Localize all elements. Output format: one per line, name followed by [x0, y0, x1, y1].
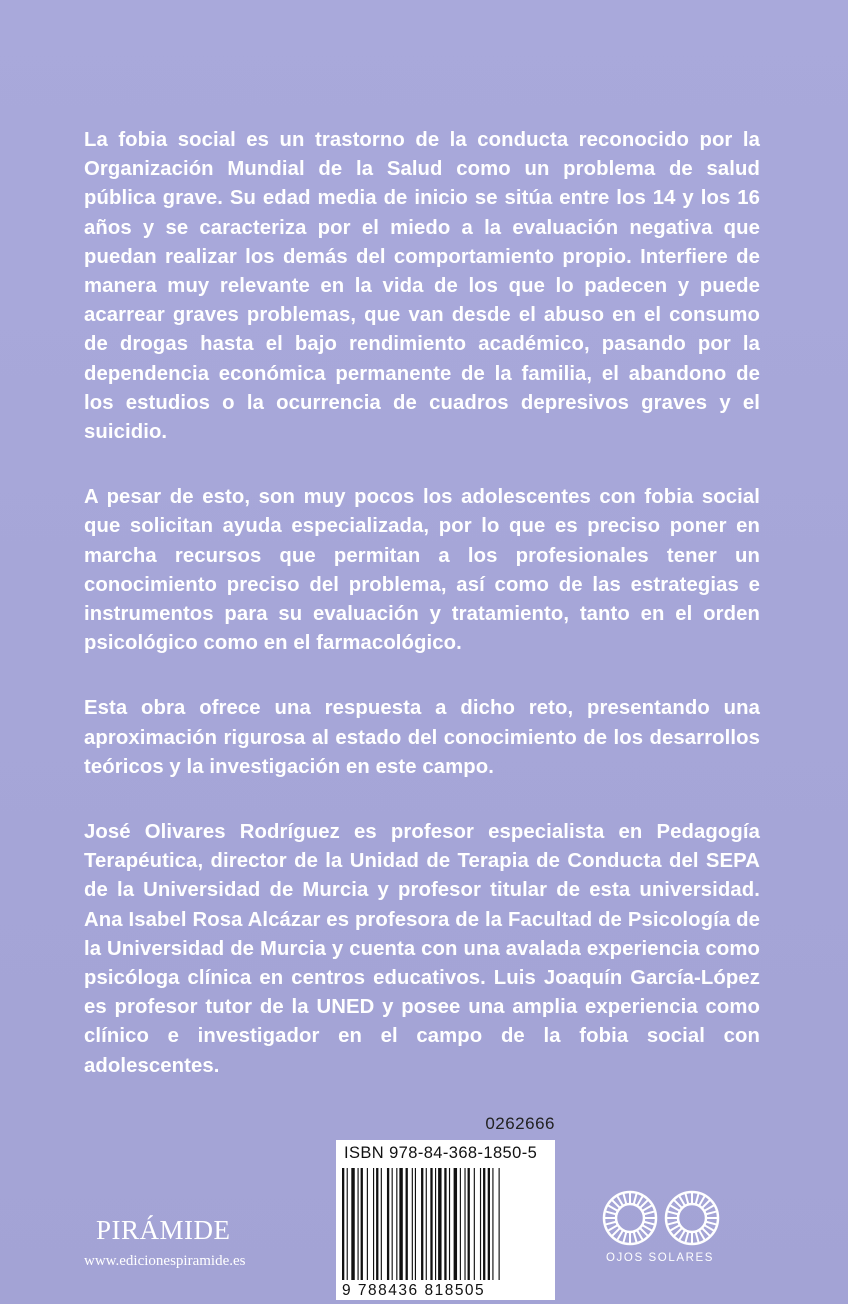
isbn-label: ISBN 978-84-368-1850-5 [344, 1144, 538, 1162]
description-text-block [84, 126, 760, 1117]
series-logo-label: OJOS SOLARES [606, 1252, 715, 1264]
barcode-icon [342, 1168, 549, 1280]
paragraph-offer: Esta obra ofrece una respuesta a dicho reto, presentando una aproximación rigurosa al estado del conocimiento de los desarrollos teóricos y la investigación en este campo. [84, 697, 760, 778]
product-code: 0262666 [485, 1114, 555, 1133]
ean-number: 9 788436 818505 [342, 1282, 486, 1299]
paragraph-need: A pesar de esto, son muy pocos los adolescentes con fobia social que solicitan ayuda especializada, por lo que es preciso poner en marcha recursos que permitan a los profesionales tener un conocimiento preciso del problema, así como de las estrategias e instrumentos para su evaluación y tratamiento, tanto en el orden psicológico como en el farmacológico. [84, 486, 760, 655]
publisher-name: PIRÁMIDE [96, 1215, 231, 1245]
barcode-area [336, 1110, 555, 1300]
sun-eyes-logo-icon [596, 1178, 726, 1288]
barcode-box [336, 1140, 555, 1300]
paragraph-authors: José Olivares Rodríguez es profesor especialista en Pedagogía Terapéutica, director de la Unidad de Terapia de Conducta del SEPA de la Universidad de Murcia y profesor titular de esta universidad. Ana Isabel Rosa Alcázar es profesora de la Facultad de Psicología de la Universidad de Murcia y cuenta con una avalada experiencia como psicóloga clínica en centros educativos. Luis Joaquín García-López es profesor tutor de la UNED y posee una amplia experiencia como clínico e investigador en el campo de la fobia social con adolescentes. [84, 821, 760, 1077]
paragraph-intro: La fobia social es un trastorno de la conducta reconocido por la Organización Mundial de la Salud como un problema de salud pública grave. Su edad media de inicio se sitúa entre los 14 y los 16 años y se caracteriza por el miedo a la evaluación negativa que puedan realizar los demás del comportamiento propio. Interfiere de manera muy relevante en la vida de los que lo padecen y puede acarrear graves problemas, que van desde el abuso en el consumo de drogas hasta el bajo rendimiento académico, pasando por la dependencia económica permanente de la familia, el abandono de los estudios o la ocurrencia de cuadros depresivos graves y el suicidio. [84, 129, 760, 444]
publisher-website: www.edicionespiramide.es [84, 1253, 246, 1269]
